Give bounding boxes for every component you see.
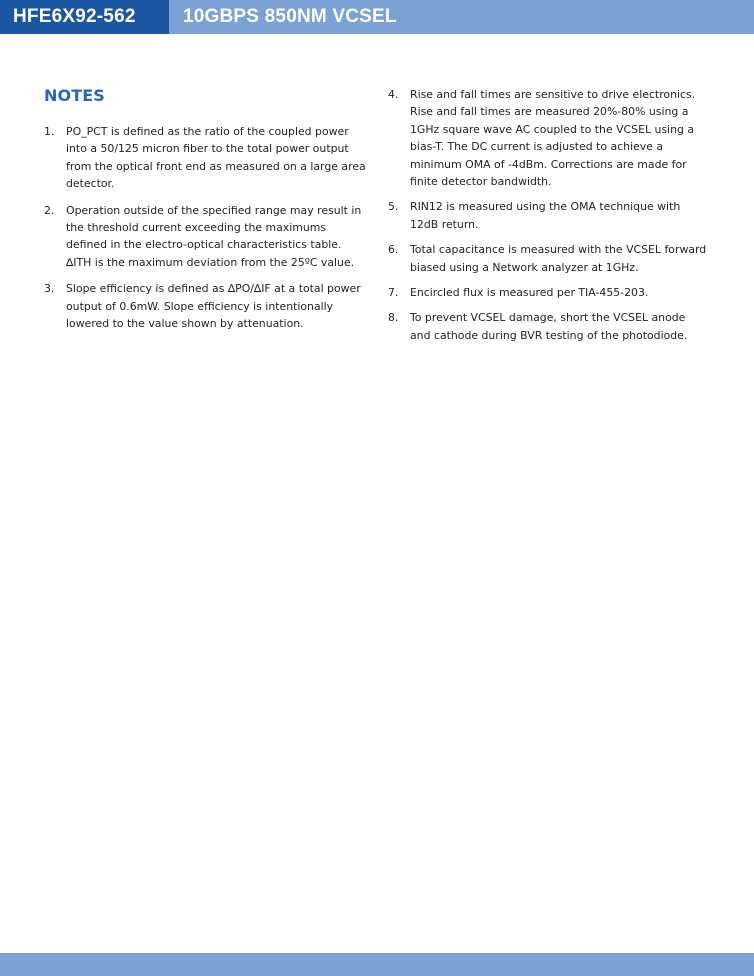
notes-list-right xyxy=(388,86,708,352)
note-number: 4. xyxy=(388,88,399,101)
note-item-8 xyxy=(388,309,708,344)
note-text: RIN12 is measured using the OMA technique with 12dB return. xyxy=(410,200,681,231)
note-item-3 xyxy=(44,280,370,332)
header-bar xyxy=(0,0,754,34)
notes-heading: NOTES xyxy=(44,86,105,105)
product-title: 10GBPS 850NM VCSEL xyxy=(183,6,397,27)
note-number: 5. xyxy=(388,200,399,214)
note-text: PO_PCT is defined as the ratio of the coupled power into a 50/125 micron fiber to the total power output from the optical front end as measured on a large area detector. xyxy=(66,125,366,191)
part-number: HFE6X92-562 xyxy=(13,6,136,27)
note-number: 2. xyxy=(44,203,55,217)
part-number-box xyxy=(0,0,169,34)
note-item-7 xyxy=(388,284,708,301)
note-text: Slope efficiency is defined as ∆PO/∆IF at a total power output of 0.6mW. Slope efficiency is intentionally lowered to the value shown by attenuation. xyxy=(66,282,361,331)
note-text: Encircled flux is measured per TIA-455-203. xyxy=(410,286,649,300)
note-number: 3. xyxy=(44,282,55,296)
note-number: 7. xyxy=(388,286,399,300)
note-text: Rise and fall times are sensitive to drive electronics. Rise and fall times are measured 20%-80% using a 1GHz square wave AC coupled to the VCSEL using a bias-T. The DC current is adjusted to achieve a minimum OMA of -4dBm. Corrections are made for finite detector bandwidth. xyxy=(410,88,696,189)
note-text: To prevent VCSEL damage, short the VCSEL anode and cathode during BVR testing of the photodiode. xyxy=(410,311,688,342)
note-text: Total capacitance is measured with the VCSEL forward biased using a Network analyzer at 1GHz. xyxy=(410,243,707,274)
note-item-5 xyxy=(388,198,708,233)
note-item-4 xyxy=(388,86,708,190)
note-item-1 xyxy=(44,123,370,193)
notes-list-left xyxy=(44,123,370,341)
note-number: 1. xyxy=(44,125,55,138)
note-item-6 xyxy=(388,241,708,276)
note-text: Operation outside of the specified range may result in the threshold current exceeding the maximums defined in the electro-optical characteristics table. ∆ITH is the maximum deviation from the 25ºC value. xyxy=(66,203,362,269)
note-number: 6. xyxy=(388,243,399,257)
footer-bar xyxy=(0,953,754,976)
note-number: 8. xyxy=(388,311,399,325)
note-item-2 xyxy=(44,202,370,272)
